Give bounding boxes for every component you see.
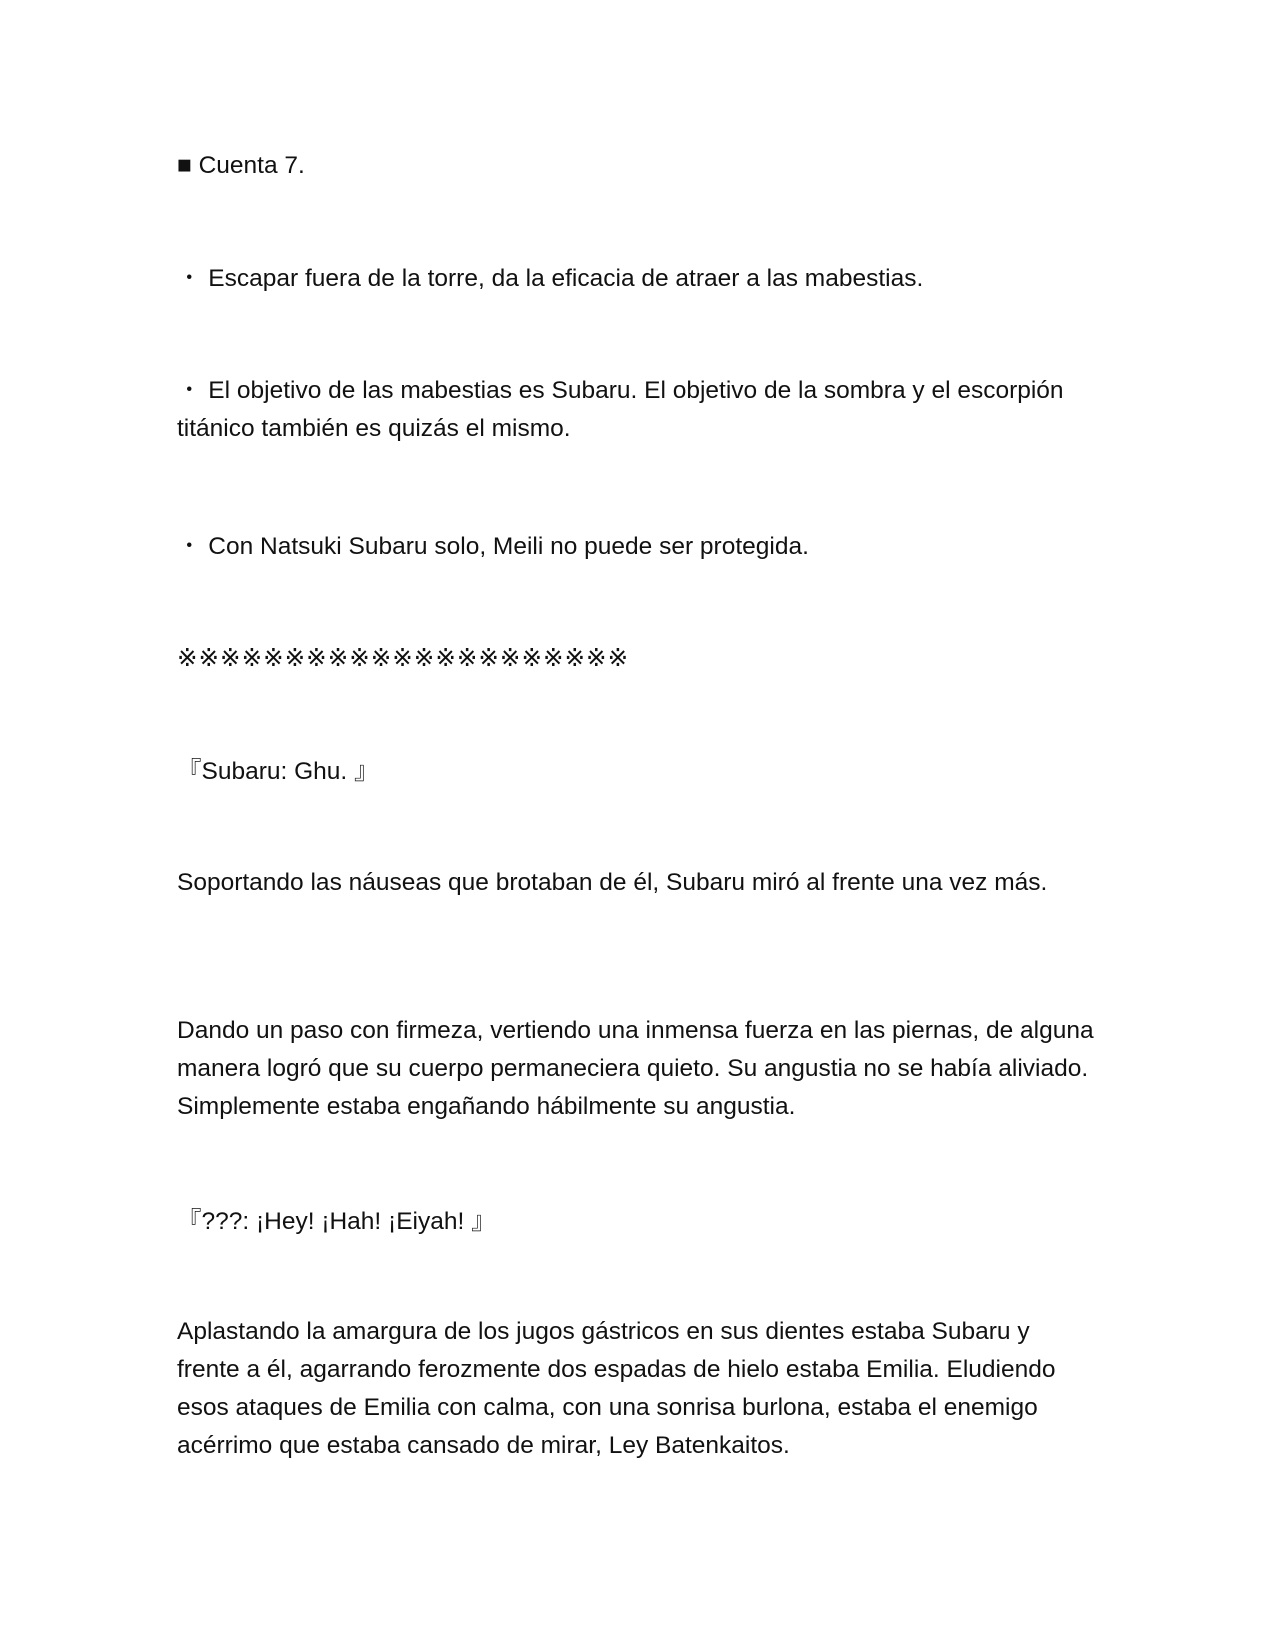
narrative-paragraph-2: Dando un paso con firmeza, vertiendo una inmensa fuerza en las piernas, de alguna manera logró que su cuerpo permaneciera quieto. Su angustia no se había aliviado. Simplemente estaba engañando hábilmente su angustia. (177, 1017, 1094, 1120)
narrative-paragraph-3: Aplastando la amargura de los jugos gástricos en sus dientes estaba Subaru y frente a él, agarrando ferozmente dos espadas de hielo estaba Emilia. Eludiendo esos ataques de Emilia con calma, con una sonrisa burlona, estaba el enemigo acérrimo que estaba cansado de mirar, Ley Batenkaitos. (177, 1318, 1056, 1459)
section-heading: ■ Cuenta 7. (177, 152, 305, 179)
scene-separator: ※※※※※※※※※※※※※※※※※※※※※ (177, 645, 630, 672)
narrative-paragraph-1: Soportando las náuseas que brotaban de él, Subaru miró al frente una vez más. (177, 869, 1048, 896)
dialogue-line-unknown: 『???: ¡Hey! ¡Hah! ¡Eiyah! 』 (177, 1208, 496, 1235)
dialogue-line-subaru: 『Subaru: Ghu. 』 (177, 758, 379, 785)
bullet-item-2: ・ El objetivo de las mabestias es Subaru. El objetivo de la sombra y el escorpión titánico también es quizás el mismo. (177, 377, 1064, 442)
bullet-item-1: ・ Escapar fuera de la torre, da la eficacia de atraer a las mabestias. (177, 265, 924, 292)
bullet-item-3: ・ Con Natsuki Subaru solo, Meili no puede ser protegida. (177, 533, 809, 560)
